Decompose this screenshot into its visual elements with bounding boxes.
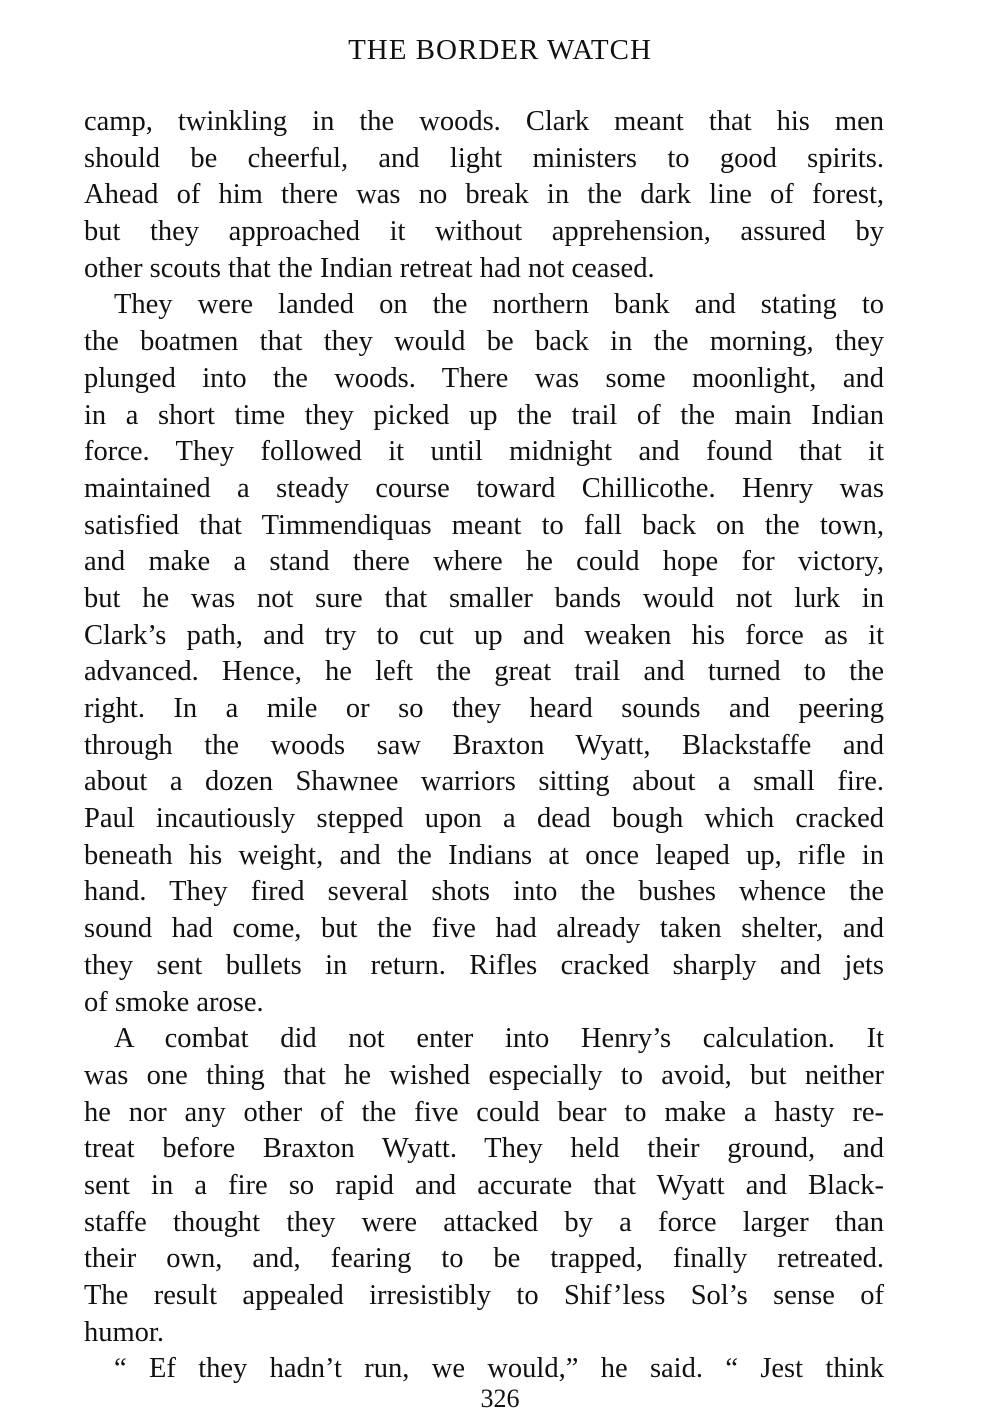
- text-line: force. They followed it until midnight and found that it: [84, 436, 884, 468]
- text-line: Ahead of him there was no break in the dark line of forest,: [84, 179, 884, 211]
- text-line: beneath his weight, and the Indians at once leaped up, rifle in: [84, 839, 884, 871]
- text-line: was one thing that he wished especially to avoid, but neither: [84, 1059, 884, 1091]
- text-line: camp, twinkling in the woods. Clark meant that his men: [84, 106, 884, 137]
- running-head: THE BORDER WATCH: [348, 34, 652, 66]
- paragraph-first-line: A combat did not enter into Henry’s calculation. It: [114, 1023, 884, 1055]
- text-line: satisfied that Timmendiquas meant to fall back on the town,: [84, 509, 884, 541]
- text-line: should be cheerful, and light ministers to good spirits.: [84, 142, 884, 174]
- paragraph-first-line: They were landed on the northern bank and stating to: [114, 289, 884, 321]
- text-line: staffe thought they were attacked by a force larger than: [84, 1206, 884, 1238]
- text-line: they sent bullets in return. Rifles cracked sharply and jets: [84, 949, 884, 981]
- text-line: humor.: [84, 1316, 164, 1348]
- text-line: and make a stand there where he could hope for victory,: [84, 546, 884, 578]
- text-line: sound had come, but the five had already taken shelter, and: [84, 913, 884, 945]
- text-line: about a dozen Shawnee warriors sitting about a small fire.: [84, 766, 884, 798]
- text-line: but they approached it without apprehension, assured by: [84, 216, 884, 248]
- body-text: [84, 104, 884, 1388]
- paragraph-first-line: “ Ef they hadn’t run, we would,” he said. “ Jest think: [114, 1353, 884, 1385]
- page-number: 326: [480, 1384, 520, 1413]
- text-line: but he was not sure that smaller bands would not lurk in: [84, 582, 884, 614]
- text-line: their own, and, fearing to be trapped, finally retreated.: [84, 1243, 884, 1275]
- text-line: Clark’s path, and try to cut up and weaken his force as it: [84, 619, 884, 651]
- text-line: right. In a mile or so they heard sounds and peering: [84, 693, 884, 724]
- text-line: maintained a steady course toward Chillicothe. Henry was: [84, 472, 884, 504]
- text-line: in a short time they picked up the trail of the main Indian: [84, 399, 884, 431]
- text-line: through the woods saw Braxton Wyatt, Blackstaffe and: [84, 729, 884, 761]
- text-line: hand. They fired several shots into the bushes whence the: [84, 876, 884, 908]
- text-line: of smoke arose.: [84, 986, 264, 1018]
- text-line: treat before Braxton Wyatt. They held their ground, and: [84, 1133, 884, 1165]
- text-line: plunged into the woods. There was some moonlight, and: [84, 362, 884, 394]
- text-line: The result appealed irresistibly to Shif’less Sol’s sense of: [84, 1280, 884, 1311]
- text-line: advanced. Hence, he left the great trail and turned to the: [84, 656, 884, 688]
- text-line: other scouts that the Indian retreat had not ceased.: [84, 252, 655, 284]
- text-line: Paul incautiously stepped upon a dead bough which cracked: [84, 803, 884, 835]
- text-line: the boatmen that they would be back in the morning, they: [84, 326, 884, 358]
- text-line: he nor any other of the five could bear to make a hasty re-: [84, 1096, 884, 1128]
- text-line: sent in a fire so rapid and accurate that Wyatt and Black-: [84, 1169, 884, 1201]
